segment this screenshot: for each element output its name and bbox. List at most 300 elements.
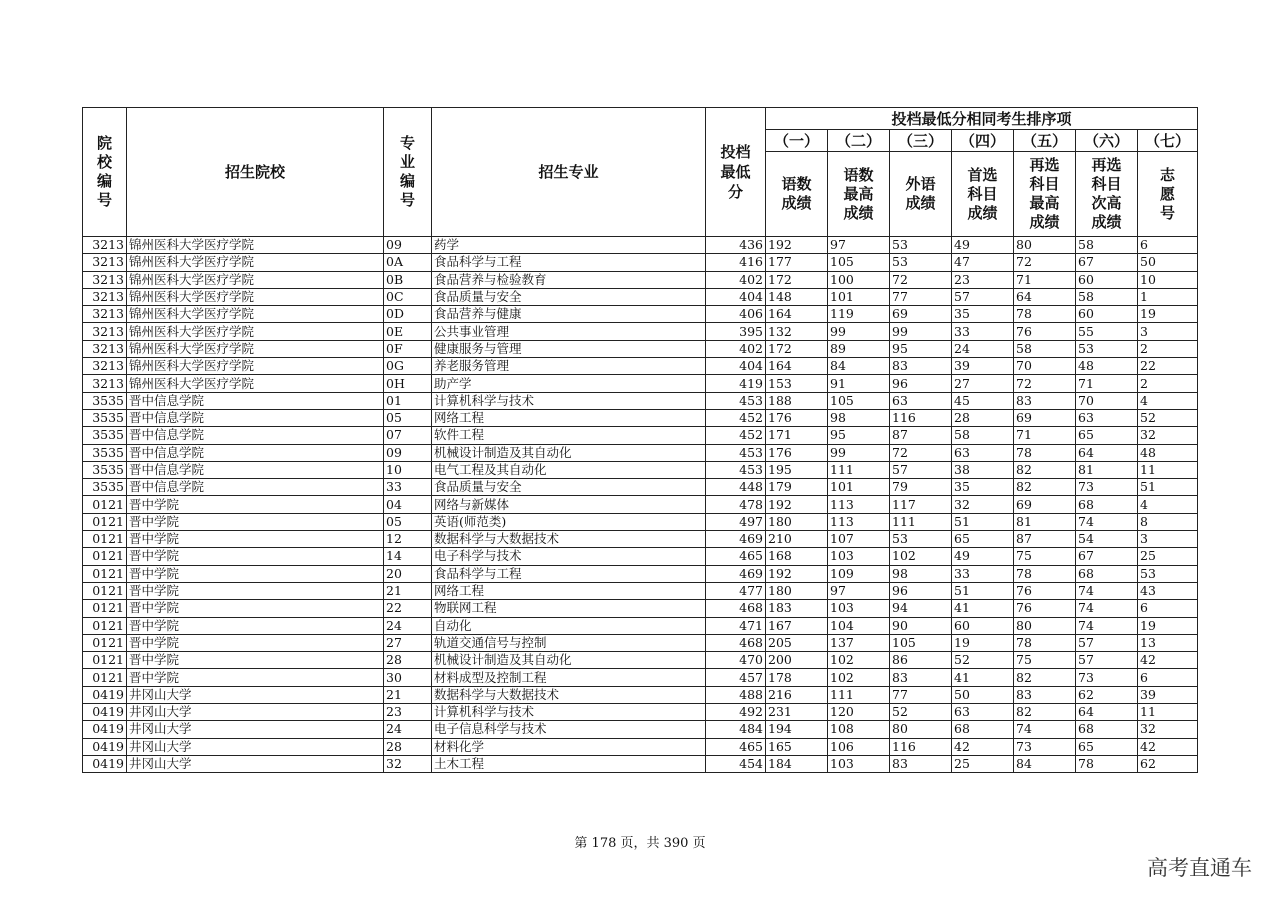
cell-major-code: 0D	[384, 306, 432, 323]
cell-score-reselect-max: 58	[1014, 340, 1076, 357]
table-row	[83, 444, 1198, 461]
cell-major-name: 物联网工程	[432, 600, 706, 617]
cell-score-reselect-max: 87	[1014, 531, 1076, 548]
cell-score-chinese-math: 205	[766, 634, 828, 651]
cell-score-foreign: 52	[890, 704, 952, 721]
cell-major-name: 食品科学与工程	[432, 254, 706, 271]
cell-major-name: 网络与新媒体	[432, 496, 706, 513]
cell-score-reselect-second: 63	[1076, 409, 1138, 426]
cell-major-code: 09	[384, 444, 432, 461]
table-row	[83, 392, 1198, 409]
header-sub-7: 志愿号	[1138, 152, 1198, 237]
cell-score-reselect-second: 73	[1076, 479, 1138, 496]
header-major-code: 专业编号	[384, 108, 432, 237]
cell-score-foreign: 57	[890, 461, 952, 478]
cell-major-code: 24	[384, 617, 432, 634]
cell-score-chinese-math: 177	[766, 254, 828, 271]
cell-major-name: 助产学	[432, 375, 706, 392]
table-row	[83, 686, 1198, 703]
cell-score-reselect-second: 74	[1076, 513, 1138, 530]
header-order-3: （三）	[890, 130, 952, 152]
cell-score-reselect-second: 68	[1076, 496, 1138, 513]
cell-school-name: 晋中信息学院	[127, 409, 384, 426]
cell-min-score: 416	[706, 254, 766, 271]
cell-score-first-subject: 39	[952, 358, 1014, 375]
cell-school-code: 3213	[83, 288, 127, 305]
cell-score-chinese-math: 153	[766, 375, 828, 392]
cell-score-foreign: 99	[890, 323, 952, 340]
cell-min-score: 468	[706, 634, 766, 651]
cell-school-code: 0121	[83, 582, 127, 599]
cell-score-foreign: 72	[890, 271, 952, 288]
cell-score-foreign: 79	[890, 479, 952, 496]
cell-school-name: 晋中学院	[127, 531, 384, 548]
cell-score-foreign: 96	[890, 375, 952, 392]
cell-major-name: 公共事业管理	[432, 323, 706, 340]
cell-score-reselect-max: 64	[1014, 288, 1076, 305]
cell-score-first-subject: 33	[952, 565, 1014, 582]
cell-score-reselect-second: 81	[1076, 461, 1138, 478]
cell-score-first-subject: 52	[952, 652, 1014, 669]
watermark: 高考直通车	[1147, 856, 1252, 880]
cell-score-reselect-second: 58	[1076, 288, 1138, 305]
cell-score-reselect-second: 57	[1076, 652, 1138, 669]
cell-preference-no: 6	[1138, 669, 1198, 686]
cell-preference-no: 19	[1138, 306, 1198, 323]
cell-score-chinese-math-max: 106	[828, 738, 890, 755]
cell-major-name: 网络工程	[432, 409, 706, 426]
cell-score-chinese-math-max: 99	[828, 323, 890, 340]
cell-score-foreign: 77	[890, 686, 952, 703]
cell-score-chinese-math-max: 98	[828, 409, 890, 426]
cell-preference-no: 11	[1138, 704, 1198, 721]
cell-min-score: 488	[706, 686, 766, 703]
cell-school-code: 0419	[83, 738, 127, 755]
cell-score-chinese-math: 167	[766, 617, 828, 634]
cell-score-chinese-math: 195	[766, 461, 828, 478]
cell-score-reselect-second: 74	[1076, 617, 1138, 634]
table-row	[83, 617, 1198, 634]
cell-score-first-subject: 58	[952, 427, 1014, 444]
cell-score-chinese-math-max: 103	[828, 600, 890, 617]
cell-score-first-subject: 49	[952, 237, 1014, 254]
cell-school-name: 锦州医科大学医疗学院	[127, 271, 384, 288]
cell-school-name: 晋中学院	[127, 634, 384, 651]
header-min-score: 投档最低分	[706, 108, 766, 237]
cell-score-reselect-second: 78	[1076, 755, 1138, 772]
cell-preference-no: 8	[1138, 513, 1198, 530]
cell-min-score: 492	[706, 704, 766, 721]
cell-score-first-subject: 51	[952, 582, 1014, 599]
cell-score-chinese-math-max: 97	[828, 582, 890, 599]
cell-score-first-subject: 49	[952, 548, 1014, 565]
cell-score-foreign: 96	[890, 582, 952, 599]
cell-score-chinese-math-max: 103	[828, 755, 890, 772]
cell-score-chinese-math: 192	[766, 237, 828, 254]
cell-preference-no: 1	[1138, 288, 1198, 305]
cell-school-code: 0419	[83, 755, 127, 772]
cell-score-first-subject: 25	[952, 755, 1014, 772]
table-row	[83, 582, 1198, 599]
cell-score-foreign: 102	[890, 548, 952, 565]
cell-major-code: 10	[384, 461, 432, 478]
cell-school-code: 3535	[83, 392, 127, 409]
cell-score-chinese-math-max: 105	[828, 254, 890, 271]
cell-major-code: 30	[384, 669, 432, 686]
cell-min-score: 452	[706, 427, 766, 444]
cell-score-chinese-math: 165	[766, 738, 828, 755]
cell-score-reselect-second: 57	[1076, 634, 1138, 651]
cell-score-chinese-math: 200	[766, 652, 828, 669]
cell-preference-no: 48	[1138, 444, 1198, 461]
table-row	[83, 427, 1198, 444]
cell-score-chinese-math-max: 108	[828, 721, 890, 738]
cell-school-name: 锦州医科大学医疗学院	[127, 254, 384, 271]
cell-score-reselect-max: 80	[1014, 617, 1076, 634]
cell-score-reselect-max: 82	[1014, 704, 1076, 721]
cell-score-chinese-math-max: 137	[828, 634, 890, 651]
cell-school-code: 3213	[83, 358, 127, 375]
cell-school-name: 晋中信息学院	[127, 461, 384, 478]
cell-school-code: 0121	[83, 496, 127, 513]
cell-major-name: 电子信息科学与技术	[432, 721, 706, 738]
cell-preference-no: 6	[1138, 600, 1198, 617]
cell-school-name: 井冈山大学	[127, 738, 384, 755]
cell-major-code: 07	[384, 427, 432, 444]
cell-major-name: 轨道交通信号与控制	[432, 634, 706, 651]
cell-school-name: 晋中学院	[127, 617, 384, 634]
cell-min-score: 404	[706, 288, 766, 305]
cell-score-foreign: 98	[890, 565, 952, 582]
cell-score-reselect-second: 64	[1076, 444, 1138, 461]
cell-school-name: 晋中学院	[127, 582, 384, 599]
cell-preference-no: 2	[1138, 340, 1198, 357]
cell-major-code: 33	[384, 479, 432, 496]
cell-major-code: 0B	[384, 271, 432, 288]
cell-major-code: 0C	[384, 288, 432, 305]
cell-major-name: 英语(师范类)	[432, 513, 706, 530]
cell-score-chinese-math: 179	[766, 479, 828, 496]
cell-score-reselect-max: 74	[1014, 721, 1076, 738]
header-order-6: （六）	[1076, 130, 1138, 152]
cell-preference-no: 3	[1138, 531, 1198, 548]
cell-score-reselect-max: 78	[1014, 444, 1076, 461]
cell-score-reselect-max: 69	[1014, 409, 1076, 426]
cell-school-name: 锦州医科大学医疗学院	[127, 288, 384, 305]
table-row	[83, 513, 1198, 530]
cell-min-score: 453	[706, 444, 766, 461]
cell-major-name: 自动化	[432, 617, 706, 634]
cell-major-name: 食品质量与安全	[432, 479, 706, 496]
cell-score-reselect-second: 67	[1076, 548, 1138, 565]
cell-score-reselect-max: 73	[1014, 738, 1076, 755]
cell-major-name: 机械设计制造及其自动化	[432, 444, 706, 461]
cell-min-score: 452	[706, 409, 766, 426]
cell-school-code: 3213	[83, 237, 127, 254]
cell-min-score: 453	[706, 392, 766, 409]
cell-score-reselect-second: 65	[1076, 738, 1138, 755]
page-number: 第 178 页，共 390 页	[574, 836, 706, 851]
cell-preference-no: 32	[1138, 721, 1198, 738]
table-row	[83, 704, 1198, 721]
cell-score-reselect-max: 84	[1014, 755, 1076, 772]
cell-score-foreign: 95	[890, 340, 952, 357]
cell-major-code: 23	[384, 704, 432, 721]
cell-school-name: 锦州医科大学医疗学院	[127, 323, 384, 340]
header-sub-3: 外语成绩	[890, 152, 952, 237]
cell-score-reselect-max: 80	[1014, 237, 1076, 254]
cell-major-name: 土木工程	[432, 755, 706, 772]
cell-score-reselect-max: 81	[1014, 513, 1076, 530]
header-sort-group: 投档最低分相同考生排序项	[766, 108, 1198, 130]
cell-school-code: 0121	[83, 600, 127, 617]
cell-score-foreign: 94	[890, 600, 952, 617]
cell-score-reselect-second: 58	[1076, 237, 1138, 254]
cell-score-chinese-math-max: 97	[828, 237, 890, 254]
cell-score-foreign: 116	[890, 409, 952, 426]
cell-score-foreign: 86	[890, 652, 952, 669]
cell-score-reselect-second: 60	[1076, 271, 1138, 288]
cell-score-reselect-second: 55	[1076, 323, 1138, 340]
cell-score-chinese-math-max: 119	[828, 306, 890, 323]
cell-score-chinese-math: 176	[766, 444, 828, 461]
cell-score-chinese-math: 164	[766, 358, 828, 375]
cell-score-first-subject: 41	[952, 669, 1014, 686]
cell-school-code: 0121	[83, 565, 127, 582]
cell-score-chinese-math-max: 104	[828, 617, 890, 634]
cell-score-foreign: 63	[890, 392, 952, 409]
cell-major-name: 数据科学与大数据技术	[432, 531, 706, 548]
cell-min-score: 465	[706, 738, 766, 755]
cell-major-name: 药学	[432, 237, 706, 254]
cell-min-score: 469	[706, 565, 766, 582]
cell-score-chinese-math: 184	[766, 755, 828, 772]
header-sub-1: 语数成绩	[766, 152, 828, 237]
table-row	[83, 306, 1198, 323]
cell-score-first-subject: 19	[952, 634, 1014, 651]
table-row	[83, 600, 1198, 617]
cell-score-first-subject: 45	[952, 392, 1014, 409]
cell-score-reselect-second: 74	[1076, 582, 1138, 599]
cell-score-first-subject: 38	[952, 461, 1014, 478]
cell-score-reselect-max: 75	[1014, 548, 1076, 565]
cell-preference-no: 25	[1138, 548, 1198, 565]
table-row	[83, 565, 1198, 582]
cell-major-code: 21	[384, 686, 432, 703]
cell-min-score: 402	[706, 340, 766, 357]
cell-major-name: 食品质量与安全	[432, 288, 706, 305]
cell-min-score: 478	[706, 496, 766, 513]
cell-score-reselect-max: 78	[1014, 306, 1076, 323]
cell-score-first-subject: 68	[952, 721, 1014, 738]
cell-major-code: 28	[384, 652, 432, 669]
cell-major-name: 材料成型及控制工程	[432, 669, 706, 686]
cell-score-reselect-max: 82	[1014, 669, 1076, 686]
cell-score-chinese-math-max: 109	[828, 565, 890, 582]
table-row	[83, 531, 1198, 548]
cell-major-name: 养老服务管理	[432, 358, 706, 375]
cell-preference-no: 13	[1138, 634, 1198, 651]
cell-score-first-subject: 27	[952, 375, 1014, 392]
cell-preference-no: 62	[1138, 755, 1198, 772]
cell-score-reselect-second: 71	[1076, 375, 1138, 392]
cell-score-chinese-math: 180	[766, 513, 828, 530]
table-row	[83, 461, 1198, 478]
cell-score-chinese-math: 168	[766, 548, 828, 565]
cell-score-reselect-max: 78	[1014, 634, 1076, 651]
cell-school-code: 0121	[83, 669, 127, 686]
cell-school-code: 3213	[83, 375, 127, 392]
cell-score-chinese-math-max: 120	[828, 704, 890, 721]
header-sub-5: 再选科目最高成绩	[1014, 152, 1076, 237]
cell-score-first-subject: 60	[952, 617, 1014, 634]
cell-score-chinese-math: 231	[766, 704, 828, 721]
cell-score-reselect-max: 76	[1014, 600, 1076, 617]
cell-score-foreign: 116	[890, 738, 952, 755]
table-row	[83, 271, 1198, 288]
cell-major-name: 健康服务与管理	[432, 340, 706, 357]
cell-score-first-subject: 35	[952, 306, 1014, 323]
cell-score-reselect-second: 68	[1076, 721, 1138, 738]
cell-score-foreign: 72	[890, 444, 952, 461]
cell-score-first-subject: 24	[952, 340, 1014, 357]
cell-score-chinese-math-max: 102	[828, 652, 890, 669]
cell-preference-no: 4	[1138, 392, 1198, 409]
cell-score-reselect-max: 70	[1014, 358, 1076, 375]
cell-school-code: 0121	[83, 531, 127, 548]
cell-score-foreign: 53	[890, 237, 952, 254]
cell-score-first-subject: 51	[952, 513, 1014, 530]
cell-score-chinese-math: 172	[766, 340, 828, 357]
cell-min-score: 470	[706, 652, 766, 669]
cell-school-code: 3535	[83, 461, 127, 478]
header-school-name: 招生院校	[127, 108, 384, 237]
cell-school-code: 0121	[83, 513, 127, 530]
cell-school-name: 井冈山大学	[127, 704, 384, 721]
cell-score-reselect-second: 74	[1076, 600, 1138, 617]
cell-preference-no: 52	[1138, 409, 1198, 426]
cell-score-reselect-max: 82	[1014, 461, 1076, 478]
cell-score-reselect-max: 72	[1014, 375, 1076, 392]
cell-school-code: 0419	[83, 704, 127, 721]
cell-preference-no: 11	[1138, 461, 1198, 478]
cell-score-chinese-math: 172	[766, 271, 828, 288]
cell-min-score: 468	[706, 600, 766, 617]
cell-score-chinese-math-max: 99	[828, 444, 890, 461]
header-order-4: （四）	[952, 130, 1014, 152]
cell-score-chinese-math-max: 111	[828, 686, 890, 703]
cell-score-reselect-second: 70	[1076, 392, 1138, 409]
cell-major-name: 材料化学	[432, 738, 706, 755]
cell-min-score: 457	[706, 669, 766, 686]
cell-score-chinese-math-max: 102	[828, 669, 890, 686]
cell-school-name: 晋中信息学院	[127, 427, 384, 444]
cell-score-chinese-math-max: 101	[828, 479, 890, 496]
table-row	[83, 479, 1198, 496]
cell-major-code: 24	[384, 721, 432, 738]
table-body	[83, 237, 1198, 773]
cell-score-chinese-math: 171	[766, 427, 828, 444]
cell-preference-no: 2	[1138, 375, 1198, 392]
cell-score-chinese-math: 132	[766, 323, 828, 340]
cell-major-code: 0F	[384, 340, 432, 357]
cell-min-score: 436	[706, 237, 766, 254]
cell-min-score: 406	[706, 306, 766, 323]
cell-preference-no: 4	[1138, 496, 1198, 513]
cell-score-first-subject: 47	[952, 254, 1014, 271]
cell-school-name: 晋中学院	[127, 513, 384, 530]
table-row	[83, 288, 1198, 305]
table-row	[83, 738, 1198, 755]
cell-preference-no: 10	[1138, 271, 1198, 288]
cell-score-foreign: 83	[890, 358, 952, 375]
cell-school-name: 晋中学院	[127, 652, 384, 669]
cell-preference-no: 19	[1138, 617, 1198, 634]
cell-major-code: 27	[384, 634, 432, 651]
cell-score-reselect-second: 73	[1076, 669, 1138, 686]
cell-score-chinese-math: 216	[766, 686, 828, 703]
cell-score-reselect-second: 68	[1076, 565, 1138, 582]
cell-score-chinese-math-max: 89	[828, 340, 890, 357]
cell-min-score: 404	[706, 358, 766, 375]
cell-school-code: 0121	[83, 548, 127, 565]
cell-school-name: 晋中信息学院	[127, 444, 384, 461]
cell-major-name: 网络工程	[432, 582, 706, 599]
cell-score-reselect-max: 76	[1014, 582, 1076, 599]
cell-score-foreign: 53	[890, 254, 952, 271]
cell-min-score: 471	[706, 617, 766, 634]
cell-major-name: 食品科学与工程	[432, 565, 706, 582]
cell-score-chinese-math: 164	[766, 306, 828, 323]
cell-min-score: 402	[706, 271, 766, 288]
cell-score-reselect-max: 72	[1014, 254, 1076, 271]
cell-score-reselect-max: 71	[1014, 271, 1076, 288]
cell-preference-no: 42	[1138, 652, 1198, 669]
table-row	[83, 755, 1198, 772]
cell-preference-no: 51	[1138, 479, 1198, 496]
cell-score-chinese-math: 180	[766, 582, 828, 599]
cell-major-name: 软件工程	[432, 427, 706, 444]
cell-score-foreign: 83	[890, 755, 952, 772]
cell-major-code: 05	[384, 513, 432, 530]
cell-major-code: 05	[384, 409, 432, 426]
cell-min-score: 465	[706, 548, 766, 565]
cell-school-code: 0121	[83, 617, 127, 634]
cell-major-code: 09	[384, 237, 432, 254]
cell-school-name: 锦州医科大学医疗学院	[127, 237, 384, 254]
cell-score-reselect-second: 54	[1076, 531, 1138, 548]
cell-preference-no: 32	[1138, 427, 1198, 444]
cell-score-foreign: 111	[890, 513, 952, 530]
cell-score-reselect-max: 71	[1014, 427, 1076, 444]
cell-score-first-subject: 50	[952, 686, 1014, 703]
cell-school-code: 3535	[83, 427, 127, 444]
cell-school-name: 晋中学院	[127, 548, 384, 565]
cell-score-chinese-math: 178	[766, 669, 828, 686]
cell-score-foreign: 53	[890, 531, 952, 548]
cell-school-code: 0419	[83, 686, 127, 703]
header-sub-6: 再选科目次高成绩	[1076, 152, 1138, 237]
table-row	[83, 375, 1198, 392]
cell-score-foreign: 83	[890, 669, 952, 686]
cell-score-first-subject: 63	[952, 704, 1014, 721]
cell-preference-no: 3	[1138, 323, 1198, 340]
cell-score-first-subject: 65	[952, 531, 1014, 548]
cell-score-foreign: 87	[890, 427, 952, 444]
cell-major-code: 0G	[384, 358, 432, 375]
cell-school-code: 0419	[83, 721, 127, 738]
cell-score-reselect-max: 76	[1014, 323, 1076, 340]
